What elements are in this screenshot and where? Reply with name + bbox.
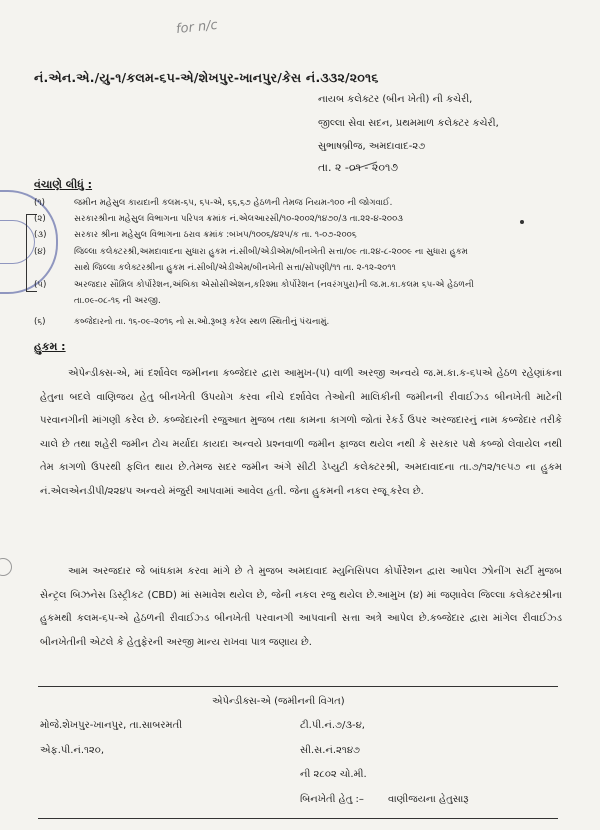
purpose-label: બિનખેતી હેતુ :– <box>300 794 364 805</box>
reference-item-1: (૧) જમીન મહેસુલ કાયદાની કલમ-૬૫, ૬૫-એ, ૬૬,૬૭ હેઠળની તેમજ નિયમ-૧૦૦ ની જોગવાઈ. <box>34 198 393 208</box>
order-heading: હુકમ : <box>34 340 66 353</box>
order-paragraph-2: આમ અરજદાર જે બાંધકામ કરવા માંગે છે તે મુજબ અમદાવાદ મ્યુનિસિપલ કોર્પોરેશન દ્વારા આપેલ ઝોનીંગ સર્ટી મુજબ સેન્ટ્રલ બિઝનેસ ડિસ્ટ્રીકટ (CBD) માં સમાવેશ થયેલ છે, જેની નકલ રજુ થયેલ છે.આમુખ (૪) માં જણાવેલ જિલ્લા કલેક્ટરશ્રીના હુકમથી કલમ-૬૫-એ હેઠળની રીવાઈઝ્ડ બીનખેતી પરવાનગી આપવાની સત્તા અત્રે આપેલ છે.કબ્જેદાર દ્વારા માંગેલ રીવાઈઝ્ડ બીનખેતીની એટલે કે હેતુફેરની અરજી માન્ય રાખવા પાત્ર જણાય છે. <box>40 566 562 648</box>
reference-item-5: (૫) અરજદાર સૌમિલ કોર્પોરેશન,અંબિકા એસોસીએશન,કરિશ્મા કોર્પોરેશન (નવરંગપુરા)ની જ.મ.કા.કલમ ૬૫-એ હેઠળની <box>34 280 474 290</box>
appendix-bottom-rule <box>38 818 558 819</box>
office-line-2: જીલ્લા સેવા સદન, પ્રથમમાળ કલેક્ટર કચેરી, <box>318 118 499 129</box>
land-area: ની ૨૮૦૨ ચો.મી. <box>300 769 367 780</box>
appendix-title: એપેન્ડીક્સ-એ (જમીનની વિગત) <box>212 696 345 707</box>
appendix-top-rule <box>38 686 558 687</box>
office-line-3: સુભાષબ્રીજ, અમદાવાદ-૨૭ <box>318 141 426 152</box>
cs-number: સી.સ.નં.૨૧૪૭ <box>300 745 360 756</box>
reference-item-2: (૨) સરકારશ્રીના મહેસુલ વિભાગના પરિપત્ર ક્રમાંક નં.એલઆરસી/૧૦-૨૦૦૨/૧૪૭૦/૩ તા.૨૨-૪-૨૦૦૩ <box>34 214 403 224</box>
reference-item-4: (૪) જિલ્લા કલેક્ટરશ્રી,અમદાવાદના સુધારા હુકમ નં.સીબી/એડીએમ/બીનખેતી સત્તા/૦૯ તા.૨૪-૮-૨૦૦૯ ના સુધારા હુકમ <box>34 247 468 257</box>
reference-item-3: (૩) સરકાર શ્રીના મહેસુલ વિભાગના ઠરાવ ક્રમાંક :બખપ/૧૦૦૬/૪૨૫/ક તા. ૧-૦૭-૨૦૦૬ <box>34 230 357 240</box>
reference-item-4-continued: સાથે જિલ્લા કલેક્ટરશ્રીના હુકમ નં.સીબી/એડીએમ/બીનખેતી સત્તા/સોંપણી/૧૧ તા. ૨-૧૨-૨૦૧૧ <box>74 263 396 273</box>
tp-number: ટી.પી.નં.૭/૩-૪, <box>300 720 365 731</box>
fp-number: એફ.પી.નં.૧૨૦, <box>40 745 104 756</box>
order-date: તા. ૨ -૦૧ - ૨૦૧૭ <box>318 161 398 174</box>
reference-item-5-continued: તા.૦૯-૦૮-૧૬ ની અરજી. <box>74 296 161 306</box>
punch-hole <box>0 558 12 576</box>
office-line-1: નાયબ કલેક્ટર (બીન ખેતી) ની કચેરી, <box>318 94 473 105</box>
reference-item-6: (૬) કબ્જેદારનો તા. ૧૬-૦૯-૨૦૧૬ નો સ.ઓ.રૂબરૂ કરેલ સ્થળ સ્થિતીનું પંચનામું. <box>34 317 330 327</box>
order-paragraph-1: એપેન્ડીક્સ-એ, માં દર્શાવેલ જમીનના કબ્જેદાર દ્વારા આમુખ-(૫) વાળી અરજી અન્વયે જ.મ.કા.ક-૬૫એ હેઠળ રહેણાંકના હેતુના બદલે વાણિજય હેતુ બીનખેતી ઉપયોગ કરવા નીચે દર્શાવેલ તેઓની માલિકીની જમીનની રીવાઈઝ્ડ બીનખેતી માટેની પરવાનગીની માંગણી કરેલ છે. કબ્જેદારની રજુઆત મુજબ તથા કામના કાગળો જોતાં રેકર્ડ ઉપર અરજદારનું નામ કબ્જેદાર તરીકે ચાલે છે તથા શહેરી જમીન ટોચ મર્યાદા કાયદા અન્વયે પ્રશ્નવાળી જમીન ફાજલ થયેલ નથી કે સરકાર પક્ષે કબ્જો લેવાયેલ નથી તેમ કાગળો ઉપરથી ફલિત થાય છે.તેમજ સદર જમીન અંગે સીટી ડેપ્યુટી કલેક્ટરશ્રી, અમદાવાદના તા.૭/૧૨/૧૯૫૭ ના હુકમ નં.એલએનડીપી/૨૨૪૫ અન્વયે મંજુરી આપવામાં આવેલ હતી. જેના હુકમની નકલ રજૂ કરેલ છે. <box>40 368 562 497</box>
village-detail: મોજે.શેખપુર-ખાનપુર, તા.સાબરમતી <box>40 720 183 731</box>
case-number-title: નં.એન.એ./યુ-૧/કલમ-૬૫-એ/શેખપુર-ખાનપુર/કેસ નં.૩૩૨/૨૦૧૬ <box>34 70 379 85</box>
references-heading: વંચાણે લીધું : <box>34 178 93 191</box>
handwritten-note: for n/c <box>175 17 219 38</box>
purpose-value: વાણીજયના હેતુસારૂ <box>388 794 469 805</box>
